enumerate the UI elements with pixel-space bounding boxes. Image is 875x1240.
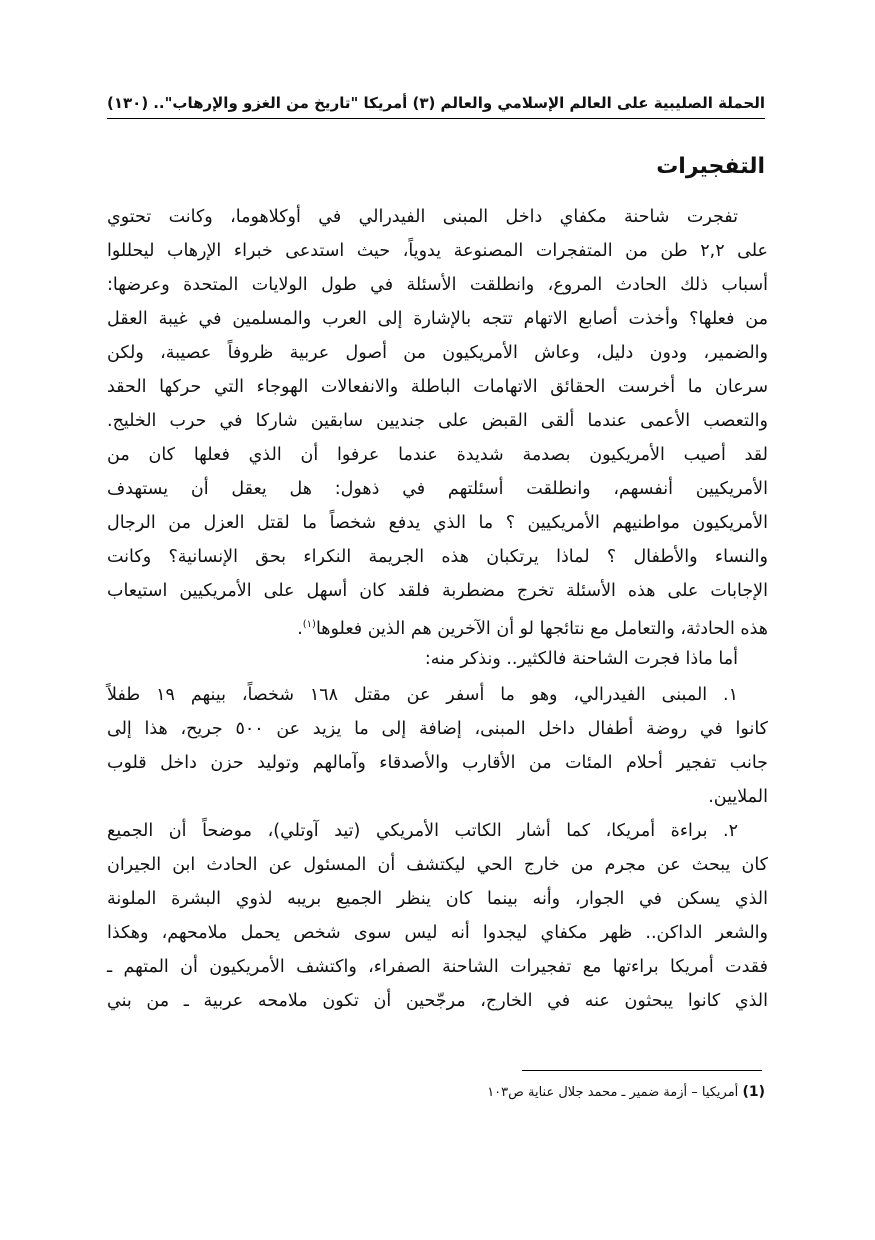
text-line: جانب تفجير أحلام المئات من الأقارب والأصدقاء وآمالهم وتوليد حزن داخل قلوب [107,753,768,773]
footnote-marker: (1) [742,1084,765,1100]
list-item-1: ١. المبنى الفيدرالي، وهو ما أسفر عن مقتل ١٦٨ شخصاً، بينهم ١٩ طفلاً [107,685,738,705]
text-line: الأمريكيين أنفسهم، وانطلقت أسئلتهم في ذهول: هل يعقل أن يستهدف [107,479,768,499]
text-line: الملايين. [708,787,768,807]
text-line: والتعصب الأعمى عندما ألقى القبض على جنديين سابقين شاركا في حرب الخليج. [107,411,768,431]
text-line: من فعلها؟ وأخذت أصابع الاتهام تتجه بالإشارة إلى العرب والمسلمين في غيبة العقل [107,309,768,329]
section-title: التفجيرات [656,154,765,179]
text-line: كان يبحث عن مجرم من خارج الحي ليكتشف أن المسئول عن الحادث ابن الجيران [107,855,768,875]
running-header [107,90,765,116]
text-line: لقد أصيب الأمريكيون بصدمة شديدة عندما عرفوا أن الذي فعلها كان من [107,445,768,465]
text-line: أما ماذا فجرت الشاحنة فالكثير.. ونذكر منه: [424,649,738,669]
text-line: الأمريكيون مواطنيهم الأمريكيين ؟ ما الذي يدفع شخصاً ما لقتل العزل من الرجال [107,513,768,533]
text-line: هذه الحادثة، والتعامل مع نتائجها لو أن الآخرين هم الذين فعلوها$^{(١)}$. [297,618,768,639]
list-item-2: ٢. براءة أمريكا، كما أشار الكاتب الأمريكي (تيد آوتلي)، موضحاً أن الجميع [107,821,738,841]
page-number: (١٣٠) [107,94,149,112]
footnote-reference[interactable]: (١) [302,619,316,630]
text-line: سرعان ما أخرست الحقائق الاتهامات الباطلة والانفعالات الهوجاء التي حركها الحقد [107,377,768,397]
text-line: والنساء والأطفال ؟ لماذا يرتكبان هذه الجريمة النكراء بحق الإنسانية؟ وكانت [107,547,768,567]
header-divider [107,118,765,119]
footnote-text: أمريكيا – أزمة ضمير ـ محمد جلال عناية ص١٠٣ [487,1085,739,1100]
text-line: أسباب ذلك الحادث المروع، وانطلقت الأسئلة في طول الولايات المتحدة وعرضها: [107,275,768,295]
text-line: والشعر الداكن.. ظهر مكفاي ليجدوا أنه ليس سوى شخص يحمل ملامحهم، وهكذا [107,923,768,943]
text-line: الإجابات على هذه الأسئلة تخرج مضطربة فلقد كان أسهل على الأمريكيين استيعاب [107,581,768,601]
text-line: فقدت أمريكا براءتها مع تفجيرات الشاحنة الصفراء، واكتشف الأمريكيون أن المتهم ـ [107,957,768,977]
text-line-content: هذه الحادثة، والتعامل مع نتائجها لو أن الآخرين هم الذين فعلوها [315,618,768,639]
header-title: الحملة الصليبية على العالم الإسلامي والعالم (٣) أمريكا "تاريخ من الغزو والإرهاب".. [153,94,765,112]
text-line: الذي كانوا يبحثون عنه في الخارج، مرجّحين أن تكون ملامحه عربية ـ من بني [107,991,768,1011]
text-line: الذي يسكن في الجوار، وأنه بينما كان ينظر الجميع بريبه لذوي البشرة الملونة [107,889,768,909]
footnote [487,1084,765,1100]
text-line: على ٢,٢ طن من المتفجرات المصنوعة يدوياً، حيث استدعى خبراء الإرهاب ليحللوا [107,241,768,261]
text-line: كانوا في روضة أطفال داخل المبنى، إضافة إلى ما يزيد عن ٥٠٠ جريح، هذا إلى [107,719,768,739]
text-line: تفجرت شاحنة مكفاي داخل المبنى الفيدرالي في أوكلاهوما، وكانت تحتوي [107,207,738,227]
text-line: والضمير، ودون دليل، وعاش الأمريكيون من أصول عربية ظروفاً عصيبة، ولكن [107,343,768,363]
footnote-divider [522,1070,762,1071]
